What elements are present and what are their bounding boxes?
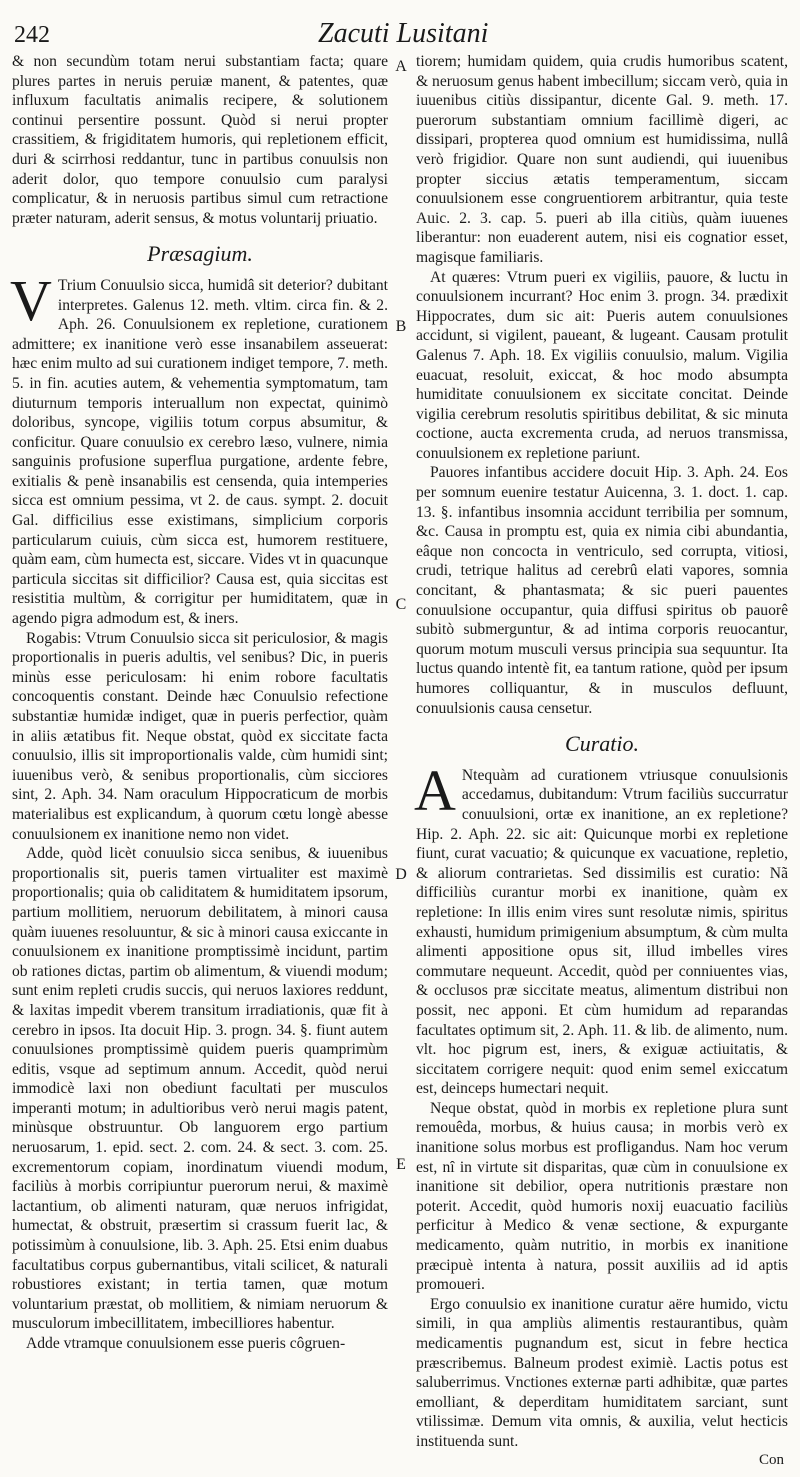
paragraph: At quæres: Vtrum pueri ex vigiliis, pauore, & luctu in conuulsionem incurrant? Hoc enim 3. progn. 34. prædixit Hippocrates, dum sic ait: Pueris autem conuulsiones accidunt, si vigilent, paueant, & lugeant. Causam protulit Galenus 7. Aph. 18. Ex vigiliis conuulsio, malum. Vigilia euacuat, resoluit, exiccat, & hoc modo absumpta humiditate conuulsionem ex siccitate concitat. Deinde vigilia cerebrum resolutis spiritibus debilitat, & sic minuta coctione, aucta excrementa cruda, ad neruos transmissa, conuulsionem ex repletione pariunt. bbox=[416, 268, 788, 462]
paragraph: Neque obstat, quòd in morbis ex repletione plura sunt remouêda, morbus, & huius causa; in morbis verò ex inanitione solus morbus est profligandus. Nam hoc verum est, nî in virtute sit disparitas, quæ cùm in conuulsione ex inanitione sit debilior, opera nutritionis præstare non poterit. Accedit, quòd humoris noxij euacuatio faciliùs perficitur à Medico & venæ sectione, & expurgante medicamento, quàm nutritio, in morbis ex inanitione præcipuè intenta à natura, possit auxiliis ad id aptis promoueri. bbox=[416, 1099, 788, 1294]
section-heading: Præsagium. bbox=[147, 241, 253, 267]
margin-letter: E bbox=[396, 1156, 406, 1173]
paragraph: tiorem; humidam quidem, quia crudis humoribus scatent, & neruosum genus habent imbecillum; siccam verò, quia in iuuenibus citiùs dissipantur, dicente Gal. 9. meth. 17. puerorum substantiam omnium facillimè digeri, ac dissipari, propterea quod omnium est humidissima, nullâ verò frigidior. Quare non sunt audiendi, qui iuuenibus propter siccius ætatis temperamentum, siccam conuulsionem esse congruentiorem arbitrantur, quia teste Auic. 2. 3. cap. 5. pueri ab illa citiùs, quàm iuuenes liberantur: non euaderent autem, nisi eis cognatior esset, magisque familiaris. bbox=[416, 53, 788, 266]
paragraph: Adde, quòd licèt conuulsio sicca senibus, & iuuenibus proportionalis sit, pueris tamen virtualiter est maximè proportionalis; quia ob caliditatem & humiditatem ipsorum, partium mollitiem, neruorum debilitatem, à minori causa quàm iuuenes resoluuntur, & sic à minori causa exiccante in conuulsionem ex inanitione promptissimè incidunt, partim ob rationes dictas, partim ob alimentum, & viuendi modum; sunt enim repleti crudis succis, qui neruos laxiores reddunt, & laxitas impedit vberem transitum irradiationis, quæ fit à cerebro in ipsos. Ita docuit Hip. 3. progn. 34. §. fiunt autem conuulsiones promptissimè quidem pueris quamprimùm editis, vsque ad septimum annum. Accedit, quòd nerui immodicè laxi non obediunt facultati per musculos imperanti motum; in adultioribus verò nerui magis patent, minùsque obstruuntur. Ob languorem ergo partium neruosarum, 1. epid. sect. 2. com. 24. & sect. 3. com. 25. excrementorum copiam, inordinatum viuendi modum, faciliùs à morbis corripiuntur puerorum nerui, & maximè lactantium, ob alimenti naturam, quæ neruos infrigidat, humectat, & obstruit, præsertim si crassum fuerit lac, & potissimùm à conuulsione, lib. 3. Aph. 25. Etsi enim duabus facultatibus corpus gubernantibus, vitali scilicet, & naturali robustiores existant; in tertia tamen, quæ motum voluntarium præstat, ob mollitiem, & nimiam neruorum & musculorum imbecillitatem, imbecilliores habentur. bbox=[12, 845, 388, 1333]
paragraph bbox=[414, 757, 788, 1099]
margin-letter: D bbox=[395, 866, 407, 883]
paragraph: Pauores infantibus accidere docuit Hip. 3. Aph. 24. Eos per somnum euenire testatur Auicenna, 3. 1. doct. 1. cap. 13. §. infantibus insomnia accidunt terribilia per somnum, &c. Causa in promptu est, quia ex nimia cibi abundantia, eâque non concocta in ventriculo, sed corrupta, vitiosi, crudi, tetrique halitus ad cerebrû elati vapores, somnia concitant, & phantasmata; & sic pueri pauentes conuulsione occupantur, quia diffusi spiritus ob pauorê subitò submerguntur, & ad intima corporis reuocantur, quorum motum musculi versus principia sua sequuntur. Ita luctus quando intentè fit, ea tantum ratione, quòd per ipsum humores colliquantur, & in musculos defluunt, conuulsionis causa censetur. bbox=[416, 464, 788, 717]
left-column bbox=[12, 52, 388, 1354]
paragraph: Rogabis: Vtrum Conuulsio sicca sit periculosior, & magis proportionalis in pueris adultis, vel senibus? Dic, in pueris minùs esse periculosam: hi enim robore facultatis concoquentis constant. Deinde hæc Conuulsio refectione substantiæ humidæ indiget, quæ in pueris perfectior, quàm in aliis ætatibus fit. Neque obstat, quòd ex siccitate facta conuulsio, illis sit improportionalis valde, cùm humidi sint; iuuenibus verò, & senibus proportionalis, cùm sicciores sint, 2. Aph. 34. Nam oraculum Hippocraticum de morbis materialibus est explicandum, à quorum cœtu longè abesse conuulsionem ex inanitione nemo non videt. bbox=[12, 629, 388, 843]
drop-cap: V bbox=[10, 267, 52, 333]
margin-letter: B bbox=[395, 318, 407, 335]
page-number: 242 bbox=[14, 22, 50, 48]
paragraph bbox=[10, 267, 388, 629]
paragraph: Ergo conuulsio ex inanitione curatur aëre humido, victu simili, in qua ampliùs alimentis restaurantibus, quàm medicamentis pugnandum est, sicut in febre hectica præscribemus. Balneum prodest eximiè. Lactis potus est saluberrimus. Vnctiones externæ parti adhibitæ, quæ partes emolliant, & deperditam humiditatem sarciant, sunt vtilissimæ. Demum vita omnis, & auxilia, velut hecticis instituenda sunt. bbox=[416, 1295, 788, 1450]
running-head: Zacuti Lusitani bbox=[318, 18, 489, 49]
catchword: Con bbox=[758, 1452, 784, 1468]
drop-cap: A bbox=[414, 757, 456, 823]
right-column bbox=[416, 52, 788, 1452]
margin-letter: A bbox=[395, 58, 407, 75]
section-heading: Curatio. bbox=[565, 731, 639, 757]
paragraph-text: Ntequàm ad curationem vtriusque conuulsionis accedamus, dubitandum: Vtrum faciliùs succurratur conuulsioni, ortæ ex inanitione, an ex repletione? Hip. 2. Aph. 22. sic ait: Quicunque morbi ex repletione fiunt, curat vacuatio; & quicunque ex vacuatione, repletio, & aliorum contrarietas. Sed dissimilis est curatio: Nã difficiliùs curantur morbi ex inanitione, quàm ex repletione: In illis enim vires sunt resolutæ nimis, spiritus exhausti, humidum primigenium absumptum, & cùm multa alimenti appositione opus sit, illud imbelles vires commutare nequeunt. Accedit, quòd per conniuentes vias, & occlusos præ siccitate meatus, alimentum distribui non possit, nec apponi. Et cùm humidum ad reparandas facultates optimum sit, 2. Aph. 11. & lib. de alimento, num. vlt. hoc pigrum est, iners, & exiguæ actiuitatis, & siccitatem corrigere nequit: quod enim semel exiccatum est, deinceps humectari nequit. bbox=[416, 766, 788, 1098]
margin-letter: C bbox=[395, 596, 407, 613]
paragraph: Adde vtramque conuulsionem esse pueris côgruen- bbox=[26, 1335, 346, 1352]
page-header bbox=[8, 14, 790, 54]
paragraph: & non secundùm totam nerui substantiam facta; quare plures partes in neruis peruiæ manent, & patentes, quæ influxum facultatis animalis recipere, & solutionem continui persentire possunt. Quòd si nerui propter crassitiem, & frigiditatem humoris, qui repletionem efficit, duri & scirrhosi reddantur, tunc in partibus conuulsis non aderit dolor, quo tempore conuulsio cum paralysi complicatur, & in neruosis partibus simul cum retractione præter naturam, aderit sensus, & motus voluntarij priuatio. bbox=[12, 53, 388, 227]
paragraph-text: Trium Conuulsio sicca, humidâ sit deterior? dubitant interpretes. Galenus 12. meth. vltim. circa fin. & 2. Aph. 26. Conuulsionem ex repletione, curationem admittere; ex inanitione verò esse insanabilem asseuerat: hæc enim multo ad sui curationem indiget tempore, 7. meth. 5. in fin. acuties autem, & vehementia symptomatum, tam diuturnum temporis interuallum non expectat, quinimò doloribus, syncope, vigiliis totum corpus absumitur, & conficitur. Quare conuulsio ex cerebro læso, vulnere, nimia sanguinis profusione superflua purgatione, ardente febre, exitialis & penè insanabilis est censenda, quia intemperies sicca est omnium pessima, vt 2. de caus. sympt. 2. docuit Gal. difficilius esse existimans, simplicium corporis particularum cuiuis, cùm sicca est, humorem restituere, quàm eam, cùm humecta est, siccare. Vides vt in quacunque particula siccitas sit difficilior? Causa est, quia siccitas est resistitia multùm, & corrigitur per humiditatem, quæ in agendo pigra admodum est, & iners. bbox=[12, 276, 388, 628]
